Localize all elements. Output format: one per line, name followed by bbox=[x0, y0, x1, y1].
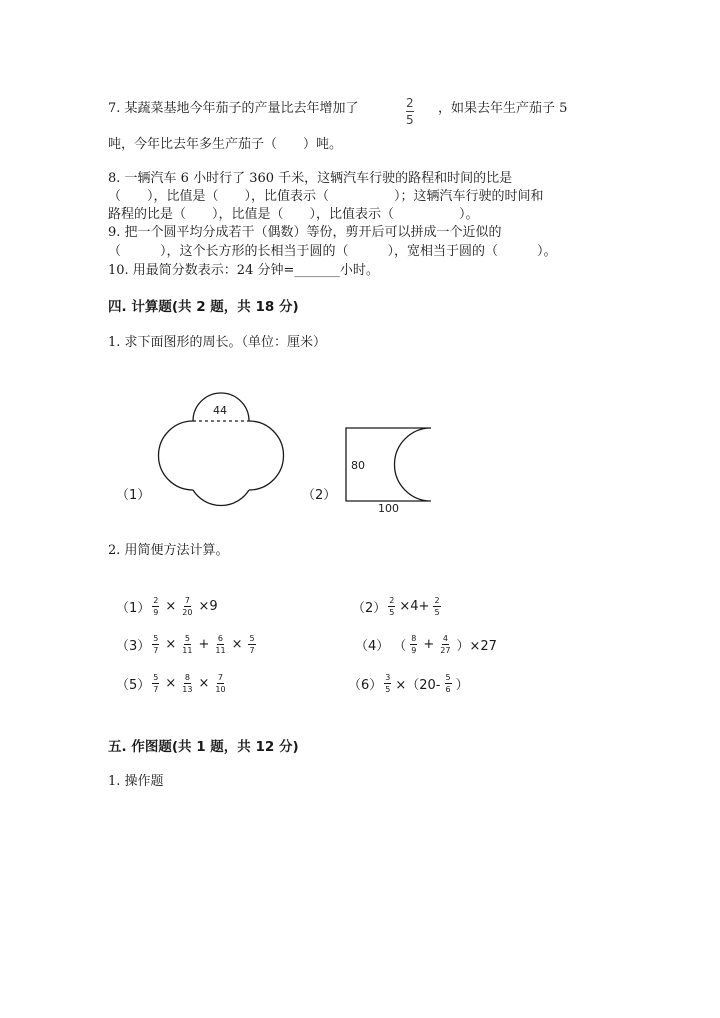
q9-line1: 9. 把一个圆平均分成若干（偶数）等份，剪开后可以拼成一个近似的 bbox=[108, 225, 502, 240]
q10-line: 10. 用最简分数表示：24 分钟=_______小时。 bbox=[108, 263, 379, 278]
q7-line2: 吨，今年比去年多生产茄子（ ）吨。 bbox=[108, 137, 343, 152]
figure2-height-value: 80 bbox=[351, 459, 365, 472]
figure1-label: （1） bbox=[116, 488, 151, 503]
figure1-diameter-value: 44 bbox=[213, 404, 227, 417]
calc-item-2-label: （2） bbox=[352, 601, 387, 616]
section4-q2: 2. 用简便方法计算。 bbox=[108, 543, 229, 558]
calc-item-3-fraction-a: $\frac{5}{7}$ bbox=[153, 634, 159, 655]
section4-q1: 1. 求下面图形的周长。（单位：厘米） bbox=[108, 335, 327, 350]
calc-item-6: （6） $\frac{3}{5}$ ×（20- $\frac{5}{6}$ ） bbox=[348, 673, 469, 694]
calc-item-1-label: （1） bbox=[116, 601, 151, 616]
calc-item-5: （5） $\frac{5}{7}$ × $\frac{8}{13}$ × $\frac{7}{10}$ bbox=[116, 673, 226, 694]
calc-item-4-fraction-b: $\frac{4}{27}$ bbox=[440, 634, 451, 655]
section5-q1: 1. 操作题 bbox=[108, 774, 164, 789]
calc-item-3: （3） $\frac{5}{7}$ × $\frac{5}{11}$ + $\frac{6}{11}$ × $\frac{5}{7}$ bbox=[116, 634, 255, 655]
section4-title: 四. 计算题(共 2 题，共 18 分) bbox=[108, 299, 299, 315]
calc-item-5-fraction-a: $\frac{5}{7}$ bbox=[153, 673, 159, 694]
calc-item-3-fraction-c: $\frac{6}{11}$ bbox=[215, 634, 226, 655]
calc-item-4-fraction-a: $\frac{8}{9}$ bbox=[411, 634, 417, 655]
calc-item-4: （4） （ $\frac{8}{9}$ + $\frac{4}{27}$ ）×27 bbox=[355, 634, 497, 655]
calc-item-6-label: （6） bbox=[348, 678, 383, 693]
q8-line2: （ ），比值是（ ），比值表示（ ）；这辆汽车行驶的时间和 bbox=[108, 189, 544, 204]
calc-item-2-fraction-b: $\frac{2}{5}$ bbox=[434, 596, 440, 617]
q8-line1: 8. 一辆汽车 6 小时行了 360 千米，这辆汽车行驶的路程和时间的比是 bbox=[108, 171, 513, 186]
q8-line3: 路程的比是（ ），比值是（ ），比值表示（ ）。 bbox=[108, 207, 479, 222]
calc-item-5-fraction-b: $\frac{8}{13}$ bbox=[182, 673, 193, 694]
calc-item-6-fraction-b: $\frac{5}{6}$ bbox=[445, 673, 451, 694]
calc-item-5-fraction-c: $\frac{7}{10}$ bbox=[215, 673, 226, 694]
calc-item-3-label: （3） bbox=[116, 639, 151, 654]
calc-item-3-fraction-b: $\frac{5}{11}$ bbox=[182, 634, 193, 655]
q7-fraction-denominator: 5 bbox=[406, 113, 414, 127]
q7-line1-start: 7. 某蔬菜基地今年茄子的产量比去年增加了 bbox=[108, 101, 359, 116]
calc-item-5-label: （5） bbox=[116, 678, 151, 693]
calc-item-1-fraction-a: $\frac{2}{9}$ bbox=[153, 596, 159, 617]
figure2-label: （2） bbox=[302, 488, 337, 503]
q7-line1-end: ，如果去年生产茄子 5 bbox=[438, 101, 568, 116]
figure2-width-value: 100 bbox=[378, 502, 399, 515]
calc-item-4-label: （4） bbox=[355, 639, 390, 654]
calc-item-6-fraction-a: $\frac{3}{5}$ bbox=[385, 673, 391, 694]
calc-item-1-fraction-b: $\frac{7}{20}$ bbox=[182, 596, 193, 617]
q7-fraction-numerator: 2 bbox=[406, 96, 414, 110]
calc-item-2-fraction-a: $\frac{2}{5}$ bbox=[389, 596, 395, 617]
q9-line2: （ ），这个长方形的长相当于圆的（ ），宽相当于圆的（ ）。 bbox=[108, 244, 557, 259]
calc-item-2: （2） $\frac{2}{5}$ ×4+ $\frac{2}{5}$ bbox=[352, 596, 440, 617]
section5-title: 五. 作图题(共 1 题，共 12 分) bbox=[108, 739, 299, 755]
calc-item-1: （1） $\frac{2}{9}$ × $\frac{7}{20}$ ×9 bbox=[116, 596, 218, 617]
calc-item-3-fraction-d: $\frac{5}{7}$ bbox=[249, 634, 255, 655]
